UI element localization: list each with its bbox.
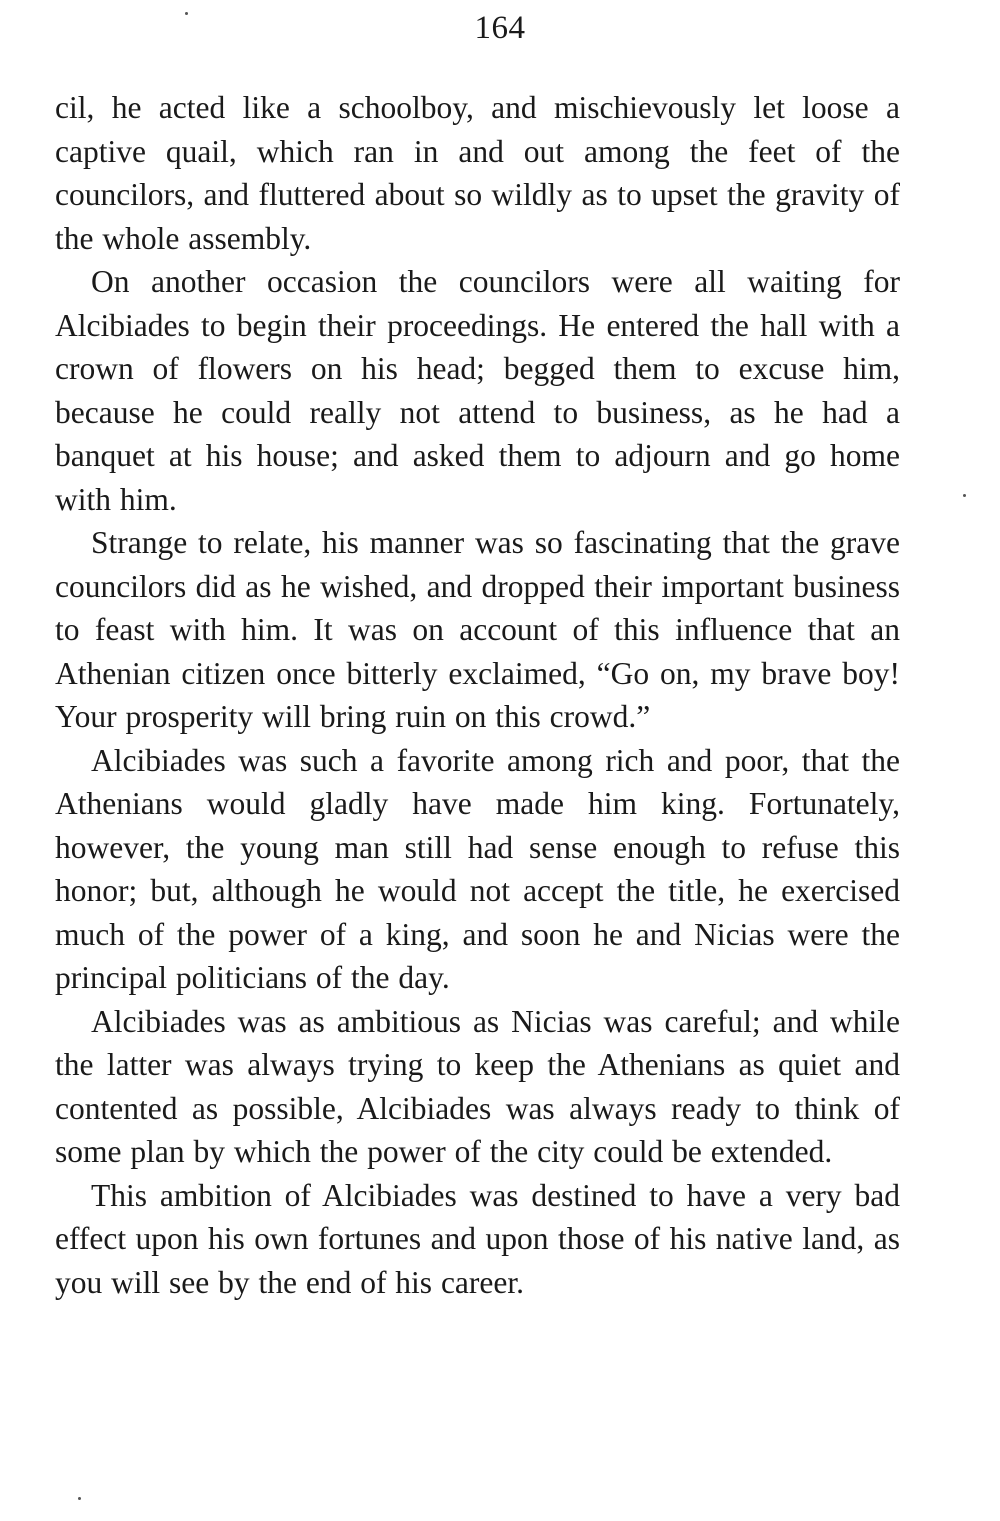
paragraph-1: cil, he acted like a schoolboy, and mischievously let loose a captive quail, which ran in and out among the feet of the councilors, and fluttered about so wildly as to upset the gravity of the whole assembly. [55,90,900,256]
paragraph-5: Alcibiades was as ambitious as Nicias was careful; and while the latter was always trying to keep the Athenians as quiet and contented as possible, Alcibiades was always ready to think of some plan by which the power of the city could be extended. [55,1003,900,1169]
scan-speck [963,494,966,497]
page-number: 164 [474,10,526,46]
paragraph-6: This ambition of Alcibiades was destined to have a very bad effect upon his own fortunes and upon those of his native land, as you will see by the end of his career. [55,1177,900,1300]
paragraph-2: On another occasion the councilors were all waiting for Alcibiades to begin their proceedings. He entered the hall with a crown of flowers on his head; begged them to excuse him, because he could really not attend to business, as he had a banquet at his house; and asked them to adjourn and go home with him. [55,264,900,517]
scan-speck [78,1497,81,1500]
paragraph-3: Strange to relate, his manner was so fascinating that the grave councilors did as he wished, and dropped their important business to feast with him. It was on account of this influence that an Athenian citizen once bitterly exclaimed, “Go on, my brave boy! Your prosperity will bring ruin on this crowd.” [55,525,900,734]
paragraph-4: Alcibiades was such a favorite among rich and poor, that the Athenians would gladly have made him king. Fortunately, however, the young man still had sense enough to refuse this honor; but, although he would not accept the title, he exercised much of the power of a king, and soon he and Nicias were the principal politicians of the day. [55,742,900,995]
scan-speck [185,12,188,15]
body-text [55,86,900,1304]
